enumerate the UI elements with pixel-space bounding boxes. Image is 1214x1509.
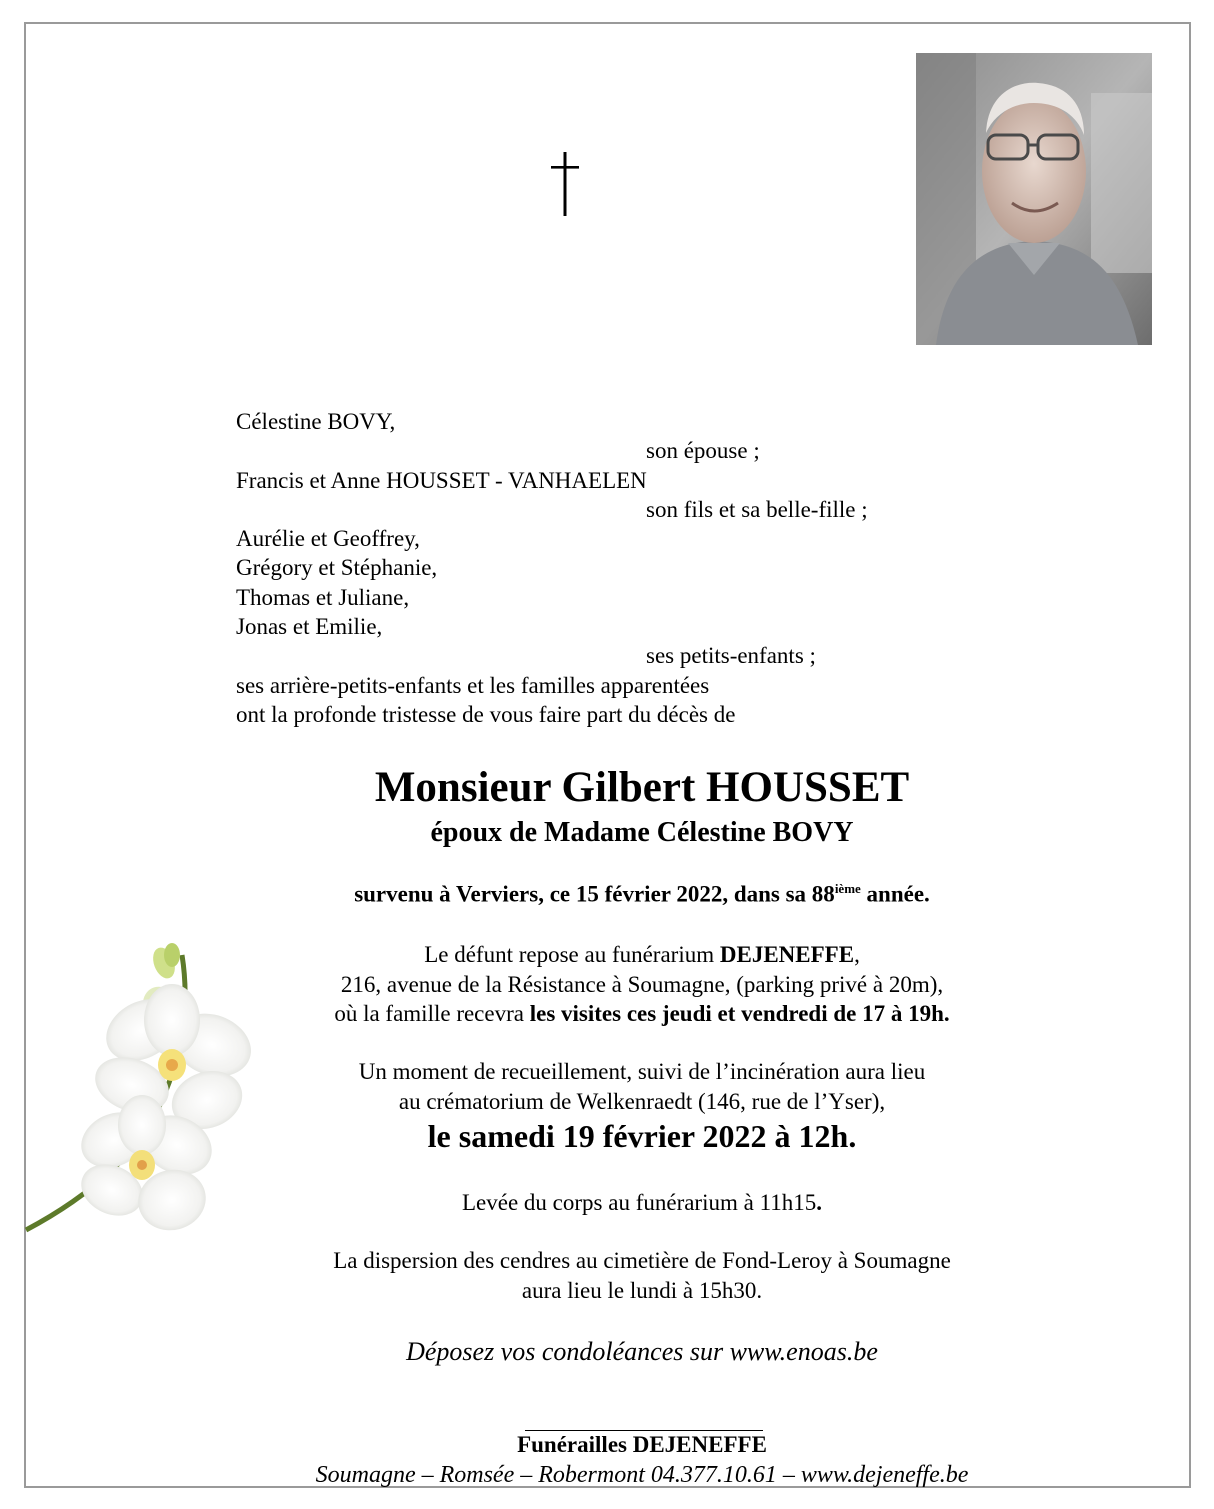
funeral-address: Soumagne – Romsée – Robermont 04.377.10.61 – www.dejeneffe.be: [315, 1462, 969, 1488]
ceremony-line-1: Un moment de recueillement, suivi de l’incinération aura lieu: [358, 1059, 926, 1084]
ceremony-date: le samedi 19 février 2022 à 12h.: [427, 1118, 857, 1154]
footer-rule: [525, 1430, 763, 1431]
dispersion-line-1: La dispersion des cendres au cimetière de Fond-Leroy à Soumagne: [333, 1248, 951, 1273]
levee-text: Levée du corps au funérarium à 11h15: [462, 1190, 817, 1215]
grandchild-couple: Grégory et Stéphanie,: [236, 555, 438, 581]
ordinal-suffix: ième: [834, 881, 861, 896]
repose-comma: ,: [854, 942, 860, 967]
deceased-spouse-line: époux de Madame Célestine BOVY: [430, 817, 854, 848]
death-suffix: année.: [860, 881, 930, 907]
grandchild-couple: Jonas et Emilie,: [236, 614, 383, 640]
repose-address: 216, avenue de la Résistance à Soumagne, (parking privé à 20m),: [340, 971, 944, 997]
ceremony-block: [180, 1057, 1104, 1116]
levee-line: [180, 1188, 1104, 1218]
ceremony-line-2: au crématorium de Welkenraedt (146, rue de l’Yser),: [398, 1088, 886, 1114]
grandchild-couple: Aurélie et Geoffrey,: [236, 526, 420, 552]
levee-dot: .: [816, 1190, 822, 1215]
grandchild-couple: Thomas et Juliane,: [236, 584, 410, 610]
repose-text: Le défunt repose au funérarium: [424, 942, 720, 967]
funeral-home-name: DEJENEFFE: [719, 942, 855, 967]
spouse-role: son épouse ;: [646, 438, 760, 464]
grandchildren-role: ses petits-enfants ;: [646, 643, 816, 669]
visit-hours: les visites ces jeudi et vendredi de 17 à 19h.: [529, 1001, 950, 1026]
portrait-photo: [916, 53, 1152, 345]
deceased-name: Monsieur Gilbert HOUSSET: [374, 764, 910, 811]
dispersion-line-2: aura lieu le lundi à 15h30.: [521, 1277, 763, 1303]
son-name: Francis et Anne HOUSSET - VANHAELEN: [236, 467, 647, 493]
cross-icon: [548, 152, 582, 216]
death-prefix: survenu à Verviers, ce 15 février 2022, dans sa 88: [354, 881, 835, 907]
death-notice: [180, 881, 1104, 908]
repose-line-3: [180, 999, 1104, 1029]
visit-intro: où la famille recevra: [334, 1001, 530, 1026]
son-role: son fils et sa belle-fille ;: [646, 496, 868, 522]
closing-line-1: ses arrière-petits-enfants et les familles apparentées: [236, 672, 710, 698]
condolences-line: Déposez vos condoléances sur www.enoas.be: [406, 1337, 878, 1366]
closing-line-2: ont la profonde tristesse de vous faire part du décès de: [236, 701, 736, 727]
funeral-company: Funérailles DEJENEFFE: [517, 1432, 767, 1457]
dispersion-block: [180, 1246, 1104, 1305]
spouse-name: Célestine BOVY,: [236, 409, 396, 434]
family-list: [236, 407, 996, 729]
white-orchid: [22, 925, 302, 1255]
repose-block: [180, 940, 1104, 1029]
repose-line-1: [180, 940, 1104, 970]
